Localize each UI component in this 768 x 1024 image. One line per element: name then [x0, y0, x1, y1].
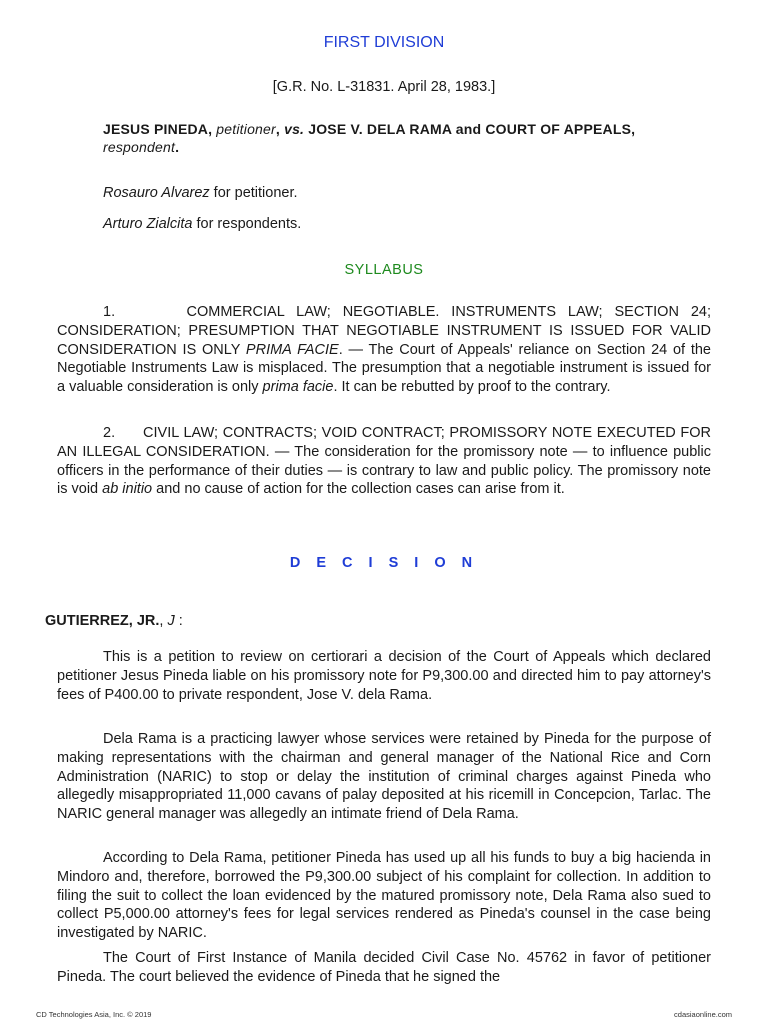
ponente-line: [45, 613, 183, 629]
syllabus-heading: SYLLABUS: [344, 262, 424, 278]
case-parties: JESUS PINEDA, petitioner, vs. JOSE V. DELA RAMA and COURT OF APPEALS, respondent.: [103, 121, 636, 155]
footer-site: cdasiaonline.com: [674, 1010, 732, 1019]
counsel-petitioner: [103, 185, 298, 201]
counsel-text: for petitioner.: [209, 185, 298, 201]
decision-paragraph-2: Dela Rama is a practicing lawyer whose services were retained by Pineda for the purpose of making representations with the chairman and general manager of the National Rice and Corn Administration (NARIC) to stop or delay the institution of criminal charges against Pineda who allegedly misappropriated 11,000 cavans of palay deposited at his ricemill in Concepcion, Tarlac. The NARIC general manager was allegedly an intimate friend of Dela Rama.: [57, 731, 711, 823]
syllabus-text: and no cause of action for the collection cases can arise from it.: [152, 481, 565, 498]
ponente-colon: :: [174, 613, 183, 629]
counsel-name: Arturo Zialcita: [103, 216, 193, 232]
respondent-names: JOSE V. DELA RAMA and COURT OF APPEALS: [308, 121, 632, 137]
decision-paragraph-3: According to Dela Rama, petitioner Pineda has used up all his funds to buy a big hacienda in Mindoro and, therefore, borrowed the P9,300.00 subject of his complaint for collection. In addition to filing the suit to collect the loan evidenced by the matured promissory note, Dela Rama also sued to collect P5,000.00 attorney's fees for legal services rendered as Pineda's counsel in the case being investigated by NARIC.: [57, 850, 711, 942]
syllabus-item-1: [57, 303, 711, 397]
emphasis-text: PRIMA FACIE: [245, 341, 339, 358]
ponente-title: J: [167, 613, 175, 629]
syllabus-item-2: [57, 424, 711, 499]
emphasis-text: ab initio: [102, 481, 153, 498]
respondent-role: respondent: [103, 139, 176, 155]
ponente-sep: ,: [159, 613, 168, 629]
footer-copyright: CD Technologies Asia, Inc. © 2019: [36, 1010, 152, 1019]
case-number: [G.R. No. L-31831. April 28, 1983.]: [272, 79, 496, 95]
petitioner-role: petitioner: [216, 121, 276, 137]
petitioner-name: JESUS PINEDA: [103, 121, 209, 137]
emphasis-text: prima facie: [262, 379, 334, 396]
counsel-respondents: [103, 216, 301, 232]
decision-paragraph-4: The Court of First Instance of Manila decided Civil Case No. 45762 in favor of petitioner Pineda. The court believed the evidence of Pineda that he signed the: [57, 950, 711, 985]
decision-heading: D E C I S I O N: [289, 555, 479, 571]
syllabus-text: 1. COMMERCIAL LAW; NEGOTIABLE. INSTRUMENTS LAW; SECTION 24; CONSIDERATION; PRESUMPTION THAT NEGOTIABLE INSTRUMENT IS ISSUED FOR VALID CONSIDERATION IS ONLY: [57, 304, 711, 358]
versus: vs.: [284, 121, 305, 137]
syllabus-text: . It can be rebutted by proof to the contrary.: [333, 379, 611, 396]
counsel-name: Rosauro Alvarez: [103, 185, 210, 201]
decision-paragraph-1: This is a petition to review on certiorari a decision of the Court of Appeals which declared petitioner Jesus Pineda liable on his promissory note for P9,300.00 and directed him to pay attorney's fees of P400.00 to private respondent, Jose V. dela Rama.: [57, 649, 711, 703]
counsel-text: for respondents.: [192, 216, 302, 232]
ponente-name: GUTIERREZ, JR.: [45, 613, 160, 629]
division-heading: FIRST DIVISION: [323, 34, 445, 51]
syllabus-text: 2. CIVIL LAW; CONTRACTS; VOID CONTRACT; PROMISSORY NOTE EXECUTED FOR AN ILLEGAL CONSIDERATION. — The consideration for the promissory note — to influence public officers in the performance of their duties — is contrary to law and public policy. The promissory note is void: [57, 425, 711, 498]
syllabus-text: . — The Court of Appeals' reliance on Section 24 of the Negotiable Instruments Law is misplaced. The presumption that a negotiable instrument is issued for a valuable consideration is only: [57, 341, 711, 396]
